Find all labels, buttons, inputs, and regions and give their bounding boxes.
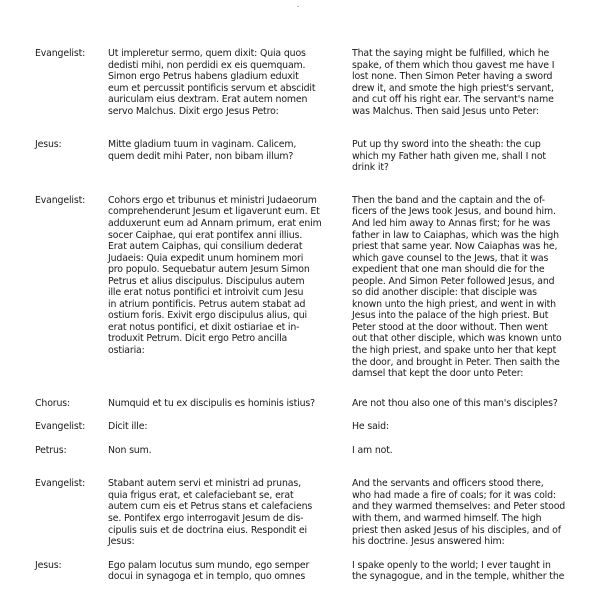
english-text-line: with them, and warmed himself. The high bbox=[352, 512, 542, 524]
english-text-line: and they warmed themselves: and Peter stood bbox=[352, 501, 566, 513]
english-text-line: his doctrine. Jesus answered him: bbox=[352, 536, 505, 548]
libretto-row bbox=[35, 421, 587, 433]
latin-text-line: in atrium pontificis. Petrus autem stabat ad bbox=[108, 298, 306, 310]
english-text-line: I am not. bbox=[352, 444, 393, 456]
latin-text-line: quia frigus erat, et calefaciebant se, erat bbox=[108, 489, 294, 501]
speaker-label: Petrus: bbox=[35, 444, 67, 456]
english-text bbox=[352, 560, 587, 583]
latin-text-line: Stabant autem servi et ministri ad prunas, bbox=[108, 478, 301, 490]
latin-text bbox=[108, 195, 352, 380]
speaker-label: Chorus: bbox=[35, 397, 71, 409]
english-text-line: lost none. Then Simon Peter having a sword bbox=[352, 71, 553, 83]
english-text-line: the synagogue, and in the temple, whither the bbox=[352, 571, 565, 583]
latin-text-line: servo Malchus. Dixit ergo Jesus Petro: bbox=[108, 105, 279, 117]
latin-text bbox=[108, 139, 352, 174]
english-text-line: so did another disciple: that disciple was bbox=[352, 287, 537, 299]
latin-text bbox=[108, 478, 352, 547]
english-text-line: damsel that kept the door unto Peter: bbox=[352, 368, 524, 380]
latin-text-line: se. Pontifex ergo interrogavit Jesum de dis- bbox=[108, 512, 304, 524]
english-text bbox=[352, 445, 587, 457]
latin-text-line: quem dedit mihi Pater, non bibam illum? bbox=[108, 150, 294, 162]
latin-text-line: docui in synagoga et in templo, quo omnes bbox=[108, 571, 306, 583]
latin-text-line: ostium foris. Exivit ergo discipulus alius, qui bbox=[108, 310, 307, 322]
english-text-line: drew it, and smote the high priest's servant, bbox=[352, 82, 554, 94]
libretto-row bbox=[35, 139, 587, 174]
latin-text-line: ostiaria: bbox=[108, 345, 145, 357]
english-text-line: And the servants and officers stood there, bbox=[352, 478, 544, 490]
english-text-line: I spake openly to the world; I ever taught in bbox=[352, 559, 551, 571]
libretto-row bbox=[35, 48, 587, 117]
latin-text bbox=[108, 560, 352, 583]
speaker-label: Evangelist: bbox=[35, 421, 86, 433]
latin-text-line: Erat autem Caiphas, qui consilium dederat bbox=[108, 241, 303, 253]
latin-text-line: Ut impleretur sermo, quem dixit: Quia quos bbox=[108, 48, 306, 59]
speaker-label: Evangelist: bbox=[35, 478, 86, 490]
latin-text-line: Cohors ergo et tribunus et ministri Judaeorum bbox=[108, 194, 317, 206]
english-text-line: He said: bbox=[352, 421, 389, 433]
english-text-line: ficers of the Jews took Jesus, and bound him. bbox=[352, 206, 556, 218]
latin-text bbox=[108, 445, 352, 457]
latin-text-line: Jesus: bbox=[108, 536, 135, 548]
latin-text-line: Petrus et alius discipulus. Discipulus autem bbox=[108, 275, 305, 287]
english-text-line: which my Father hath given me, shall I not bbox=[352, 150, 546, 162]
libretto-row bbox=[35, 398, 587, 410]
latin-text-line: Ego palam locutus sum mundo, ego semper bbox=[108, 559, 310, 571]
latin-text bbox=[108, 421, 352, 433]
english-text-line: Peter stood at the door without. Then went bbox=[352, 321, 548, 333]
english-text-line: priest then asked Jesus of his disciples, and of bbox=[352, 524, 561, 536]
speaker-label: Jesus: bbox=[35, 139, 62, 151]
latin-text-line: comprehenderunt Jesum et ligaverunt eum. Et bbox=[108, 206, 320, 218]
english-text-line: the door, and brought in Peter. Then saith the bbox=[352, 356, 560, 368]
english-text-line: father in law to Caiaphas, which was the high bbox=[352, 229, 559, 241]
speaker-label: Evangelist: bbox=[35, 194, 86, 206]
latin-text-line: erat notus pontifici, et dixit ostiariae et in- bbox=[108, 321, 300, 333]
latin-text bbox=[108, 48, 352, 117]
speaker-label: Evangelist: bbox=[35, 48, 86, 59]
latin-text-line: auriculam eius dextram. Erat autem nomen bbox=[108, 94, 308, 106]
english-text-line: Put up thy sword into the sheath: the cup bbox=[352, 139, 541, 151]
latin-text-line: autem cum eis et Petrus stans et calefaciens bbox=[108, 501, 313, 513]
registration-mark bbox=[297, 6, 299, 7]
english-text-line: the high priest, and spake unto her that kept bbox=[352, 345, 557, 357]
english-text-line: out that other disciple, which was known unto bbox=[352, 333, 562, 345]
english-text-line: priest that same year. Now Caiaphas was he, bbox=[352, 241, 558, 253]
latin-text-line: ille erat notus pontifici et introivit cum Jesu bbox=[108, 287, 304, 299]
english-text-line: known unto the high priest, and went in with bbox=[352, 298, 556, 310]
english-text-line: drink it? bbox=[352, 162, 389, 174]
libretto-row bbox=[35, 560, 587, 583]
english-text-line: who had made a fire of coals; for it was cold: bbox=[352, 489, 556, 501]
latin-text-line: troduxit Petrum. Dicit ergo Petro ancilla bbox=[108, 333, 288, 345]
english-text bbox=[352, 195, 587, 380]
speaker-label: Jesus: bbox=[35, 559, 62, 571]
english-text-line: Jesus into the palace of the high priest. But bbox=[352, 310, 549, 322]
latin-text bbox=[108, 398, 352, 410]
english-text-line: spake, of them which thou gavest me have I bbox=[352, 59, 555, 71]
latin-text-line: socer Caiphae, qui erat pontifex anni illius. bbox=[108, 229, 303, 241]
english-text-line: people. And Simon Peter followed Jesus, and bbox=[352, 275, 555, 287]
english-text-line: was Malchus. Then said Jesus unto Peter: bbox=[352, 105, 539, 117]
latin-text-line: Dicit ille: bbox=[108, 421, 148, 433]
libretto-row bbox=[35, 195, 587, 380]
latin-text-line: Non sum. bbox=[108, 444, 152, 456]
english-text-line: Then the band and the captain and the of- bbox=[352, 194, 545, 206]
latin-text-line: cipulis suis et de doctrina eius. Respondit ei bbox=[108, 524, 308, 536]
english-text-line: expedient that one man should die for the bbox=[352, 264, 545, 276]
english-text-line: and cut off his right ear. The servant's name bbox=[352, 94, 554, 106]
english-text-line: That the saying might be fulfilled, which he bbox=[352, 48, 550, 59]
latin-text-line: Judaeis: Quia expedit unum hominem mori bbox=[108, 252, 304, 264]
english-text bbox=[352, 478, 587, 547]
libretto-text bbox=[35, 48, 587, 583]
latin-text-line: eum et percussit pontificis servum et abscidit bbox=[108, 82, 316, 94]
english-text-line: And led him away to Annas first; for he was bbox=[352, 218, 551, 230]
latin-text-line: adduxerunt eum ad Annam primum, erat enim bbox=[108, 218, 322, 230]
english-text bbox=[352, 48, 587, 117]
latin-text-line: Simon ergo Petrus habens gladium eduxit bbox=[108, 71, 299, 83]
english-text bbox=[352, 398, 587, 410]
english-text-line: Are not thou also one of this man's disciples? bbox=[352, 397, 558, 409]
latin-text-line: Mitte gladium tuum in vaginam. Calicem, bbox=[108, 139, 297, 151]
english-text bbox=[352, 139, 587, 174]
english-text bbox=[352, 421, 587, 433]
latin-text-line: dedisti mihi, non perdidi ex eis quemquam. bbox=[108, 59, 306, 71]
latin-text-line: pro populo. Sequebatur autem Jesum Simon bbox=[108, 264, 310, 276]
english-text-line: which gave counsel to the Jews, that it was bbox=[352, 252, 549, 264]
latin-text-line: Numquid et tu ex discipulis es hominis istius? bbox=[108, 397, 315, 409]
libretto-row bbox=[35, 478, 587, 547]
libretto-row bbox=[35, 445, 587, 457]
